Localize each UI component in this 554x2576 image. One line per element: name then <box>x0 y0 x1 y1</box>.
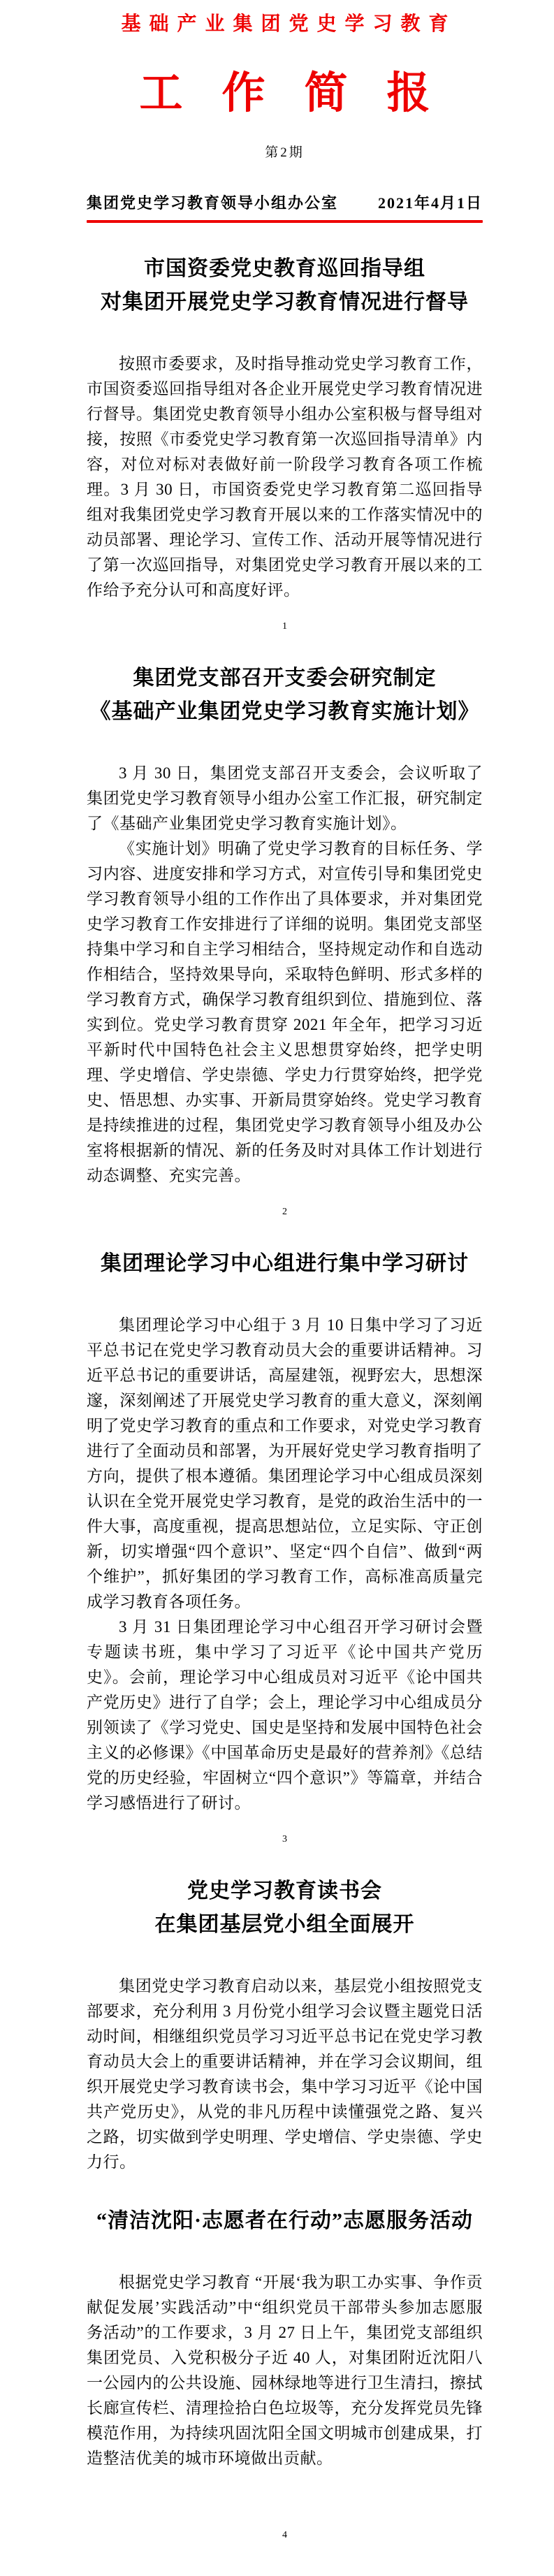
section-implementation-plan <box>87 662 483 1218</box>
paragraph: 按照市委要求，及时指导推动党史学习教育工作，市国资委巡回指导组对各企业开展党史学习教育情况进行督导。集团党史教育领导小组办公室积极与督导组对接，按照《市委党史学习教育第一次巡回指导清单》内容，对位对标对表做好前一阶段学习教育各项工作梳理。3 月 30 日，市国资委党史学习教育第二巡回指导组对我集团党史学习教育开展以来的工作落实情况中的动员部署、理论学习、宣传工作、活动开展等情况进行了第一次巡回指导，对集团党史学习教育开展以来的工作给予充分认可和高度好评。 <box>87 355 483 599</box>
section-heading-line: 集团理论学习中心组进行集中学习研讨 <box>101 1252 469 1276</box>
section-heading-line: “清洁沈阳·志愿者在行动”志愿服务活动 <box>96 2209 473 2233</box>
page-number: 3 <box>282 1834 287 1845</box>
paragraph: 3 月 31 日集团理论学习中心组召开学习研讨会暨专题读书班，集中学习了习近平《论中国共产党历史》。会前，理论学习中心组成员对习近平《论中国共产党历史》进行了自学；会上，理论学习中心组成员分别领读了《学习党史、国史是坚持和发展中国特色社会主义的必修课》《中国革命历史是最好的营养剂》《总结党的历史经验，牢固树立“四个意识”》等篇章，并结合学习感悟进行了研讨。 <box>87 1618 483 1812</box>
section-heading-line: 市国资委党史教育巡回指导组 <box>144 257 425 281</box>
issue-date: 2021年4月1日 <box>377 194 483 212</box>
issue-number: 第2期 <box>265 145 305 161</box>
masthead-title: 工作简报 <box>139 69 469 117</box>
section-heading <box>87 1875 483 1942</box>
masthead-supertitle: 基础产业集团党史学习教育 <box>121 13 457 35</box>
section-heading <box>87 252 483 319</box>
section-heading <box>87 1247 483 1281</box>
page-number: 2 <box>282 1207 287 1218</box>
paragraph: 3 月 30 日，集团党支部召开支委会，会议听取了集团党史学习教育领导小组办公室工作汇报，研究制定了《基础产业集团党史学习教育实施计划》。 <box>87 764 483 833</box>
section-heading-line: 在集团基层党小组全面展开 <box>154 1913 415 1937</box>
masthead-divider <box>87 220 483 223</box>
issuer-date-row <box>87 191 483 213</box>
page-number: 1 <box>282 621 287 632</box>
section-heading-line: 对集团开展党史学习教育情况进行督导 <box>101 291 469 314</box>
paragraph: 根据党史学习教育 “开展‘我为职工办实事、争作贡献促发展’实践活动”中“组织党员干部带头参加志愿服务活动”的工作要求，3 月 27 日上午，集团党支部组织集团党员、入党积极分子近 40 人，对集团附近沈阳八一公园内的公共设施、园林绿地等进行卫生清扫，擦拭长廊宣传栏、清理捡拾白色垃圾等，充分发挥党员先锋模范作用，为持续巩固沈阳全国文明城市创建成果，打造整洁优美的城市环境做出贡献。 <box>87 2273 483 2468</box>
section-heading <box>87 662 483 729</box>
page-number: 4 <box>282 2530 287 2541</box>
section-heading-line: 《基础产业集团党史学习教育实施计划》 <box>89 700 480 724</box>
masthead <box>87 11 483 223</box>
paragraph: 《实施计划》明确了党史学习教育的目标任务、学习内容、进度安排和学习方式，对宣传引导和集团党史学习教育领导小组的工作作出了具体要求，并对集团党史学习教育工作安排进行了详细的说明。集团党支部坚持集中学习和自主学习相结合，坚持规定动作和自选动作相结合，坚持效果导向，采取特色鲜明、形式多样的学习教育方式，确保学习教育组织到位、措施到位、落实到位。党史学习教育贯穿 2021 年全年，把学习习近平新时代中国特色社会主义思想贯穿始终，把学史明理、学史增信、学史崇德、学史力行贯穿始终，把学党史、悟思想、办实事、开新局贯穿始终。党史学习教育是持续推进的过程，集团党史学习教育领导小组及办公室将根据新的情况、新的任务及时对具体工作计划进行动态调整、充实完善。 <box>87 840 483 1185</box>
issuer-name: 集团党史学习教育领导小组办公室 <box>87 194 339 212</box>
paragraph: 集团党史学习教育启动以来，基层党小组按照党支部要求，充分利用 3 月份党小组学习会议暨主题党日活动时间，相继组织党员学习习近平总书记在党史学习教育动员大会上的重要讲话精神，并在学习会议期间，组织开展党史学习教育读书会，集中学习习近平《论中国共产党历史》，从党的非凡历程中读懂强党之路、复兴之路，切实做到学史明理、学史增信、学史崇德、学史力行。 <box>87 1977 483 2171</box>
paragraph: 集团理论学习中心组于 3 月 10 日集中学习了习近平总书记在党史学习教育动员大会的重要讲话精神。习近平总书记的重要讲话，高屋建瓴，视野宏大，思想深邃，深刻阐述了开展党史学习教育的重大意义，深刻阐明了党史学习教育的重点和工作要求，对党史学习教育进行了全面动员和部署，为开展好党史学习教育指明了方向，提供了根本遵循。集团理论学习中心组成员深刻认识在全党开展党史学习教育，是党的政治生活中的一件大事，高度重视，提高思想站位，立足实际、守正创新，切实增强“四个意识”、坚定“四个自信”、做到“两个维护”，抓好集团的学习教育工作，高标准高质量完成学习教育各项任务。 <box>87 1316 483 1611</box>
section-heading <box>87 2204 483 2238</box>
section-heading-line: 党史学习教育读书会 <box>187 1879 382 1903</box>
section-supervision-visit <box>87 252 483 632</box>
section-heading-line: 集团党支部召开支委会研究制定 <box>133 667 437 690</box>
section-central-group-study <box>87 1247 483 1845</box>
section-reading-sessions <box>87 1875 483 2175</box>
section-volunteer-activity <box>87 2204 483 2541</box>
